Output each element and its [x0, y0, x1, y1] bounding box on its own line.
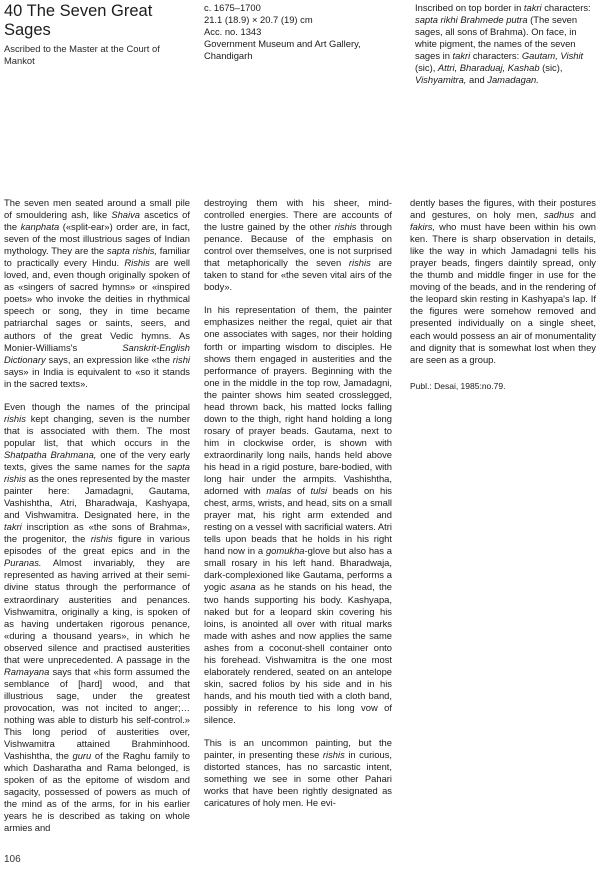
text-run: familiar to practically every Hindu.	[4, 245, 191, 269]
text-run: ascetics of the	[4, 209, 190, 233]
italic-term: asana	[230, 581, 256, 593]
text-run: characters:	[470, 50, 522, 61]
text-run: In his representation of them, the painter emphasizes neither the regal, quiet air that one associates with sages, nor their holding forth or imparting wisdom to disciples. He shows them engaged in austerities and the performance of prayers. Beginning with the one in the middle in the top row, Jamadagni, the painter shows him seated crosslegged, head thrown back, his matted locks falling down to the thigh, right hand holding a long rosary of prayer beads. Gautama, next to him in clockwise order, is shown with extraordinarily long nails, hands held above his head in a rigid posture, bare-bodied, with long hair under the armpits. Vashishtha, adorned with	[204, 304, 392, 497]
text-run: kept changing, seven is the number that is associated with them. The most popular list, that which occurs in the	[4, 412, 190, 448]
text-run: as the ones represented by the master painter here: Jamadagni, Gautama, Vashishtha, Atri, Bharadwaja, Kashyapa, and Vishwamitra. Designated here, in the	[4, 473, 190, 521]
text-run: Almost invariably, they are represented as having arrived at their semi-divine status through the performance of extraordinary austerities and penances. Vishwamitra, originally a king, is spoken of as having undertaken rigorous penance, «during a thousand years», in which he observed silence and practised austerities that were unprecedented. A passage in the	[4, 557, 190, 665]
entry-title: 40 The Seven Great Sages	[4, 2, 153, 39]
italic-term: Shaiva	[111, 209, 140, 221]
italic-term: Gautam, Vishit	[521, 50, 584, 61]
italic-term: guru	[72, 750, 92, 762]
text-run: one of the very early texts, gives the same names for the	[4, 448, 190, 472]
italic-term: Puranas.	[4, 557, 42, 569]
text-run: The seven men seated around a small pile of smouldering ash, like	[4, 197, 190, 221]
text-run: dently bases the figures, with their postures and gestures, on holy men,	[410, 197, 596, 221]
text-run: inscription as «the sons of Brahma», the progenitor, the	[4, 521, 190, 545]
text-run: are well loved, and, even though originally spoken of as «singers of sacred hymns» or «inspired poets» who invoke the deities in rhythmical speech or song, they in time became patriarchal sages or saints, seers, and authors of the great Vedic hymns. As Monier-Williams's	[4, 257, 190, 353]
italic-term: takri	[4, 521, 22, 533]
body-paragraph	[204, 737, 392, 809]
publication-reference: Publ.: Desai, 1985:no.79.	[410, 380, 506, 391]
text-run: (The seven sages, all sons of Brahma). On face, in white pigment, the names of the seven sages in	[415, 14, 578, 61]
italic-term: rishis	[322, 749, 345, 761]
text-run: This is an uncommon painting, but the painter, in presenting these	[204, 737, 392, 761]
text-run: says that «his form assumed the semblance of [hard] wood, and that illustrious sage, under the greatest provocation, was not incited to anger;… nothing was able to disturb his self-control.» This long period of austerities over, Vishwamitra attained Brahminhood. Vashishtha, the	[4, 665, 190, 762]
italic-term: kanphata	[20, 221, 60, 233]
italic-term: rishis	[334, 221, 357, 233]
body-column-3	[410, 197, 596, 403]
text-run: in curious, distorted stances, has no sarcastic intent, something we see in some other Pahari works that have been rightly designated as caricatures of holy men. He evi-	[204, 749, 392, 809]
italic-term: takri	[523, 2, 542, 13]
body-column-2	[204, 197, 392, 820]
text-run: destroying them with his sheer, mind-controlled energies. There are accounts of the lustre gained by the other	[204, 197, 392, 233]
italic-term: tulsi	[310, 485, 328, 497]
text-run: and	[466, 74, 488, 85]
text-run: through penance. Because of the emphasis on control over themselves, one is not surprised that metaphorically the seven	[204, 221, 392, 269]
italic-term: gomukha	[265, 545, 305, 557]
text-run: (sic),	[415, 62, 438, 73]
text-run: characters:	[541, 2, 591, 13]
italic-term: rishis	[4, 412, 26, 424]
meta-museum: Government Museum and Art Gallery,	[204, 38, 361, 49]
italic-term: fakirs,	[410, 221, 436, 233]
text-run: beads on his chest, arms, wrists, and head, sits on a small prayer mat, his right arm extended and resting on a vessel with sacrificial waters. Atri tells upon beads that he holds in his right hand now in a	[204, 485, 392, 557]
italic-term: Attri, Bharaduaj, Kashab	[437, 62, 540, 73]
page-number: 106	[4, 854, 21, 865]
italic-term: sapta rishis,	[106, 245, 158, 257]
italic-term: rishis	[90, 533, 113, 545]
text-run: Even though the names of the principal	[4, 400, 190, 412]
text-run: -glove but also has a small rosary in his left hand. Bharadwaja, dark-complexioned like Gautama, performs a yogic	[204, 545, 393, 593]
italic-term: sapta rishis	[4, 460, 190, 485]
italic-term: Rishis	[124, 257, 150, 269]
text-run: who must have been within his own ken. There is sharp observation in details, like the way in which Jamadagni tells his prayer beads, fingers daintily spread, only the thumb and middle finger in use for the moving of the beads, and in the rendering of the leopard skin resting in Kashyapa's lap. If the figures were somehow removed and presented individually on a single sheet, each would possess an air of monumentality and dignity that is somewhat lost when they are seen as a group.	[410, 221, 596, 365]
text-run: are taken to stand for «the seven vital airs of the body».	[204, 257, 392, 293]
italic-term: sadhus	[543, 209, 575, 221]
text-run: as he stands on his head, the two hands supporting his body. Kashyapa, naked but for a leopard skin covering his loins, is anointed all over with ritual marks made with ashes and now applies the same ashes from a coconut-shell container onto his forehead. Vishwamitra is the one most elaborately rendered, seated on an antelope skin, sacred folios by his side and in his hands, and his mouth tied with a cloth band, possibly in reference to his long vow of silence.	[204, 581, 392, 725]
meta-dimensions: 21.1 (18.9) × 20.7 (19) cm	[204, 14, 313, 25]
entry-attribution: Ascribed to the Master at the Court of Mankot	[4, 43, 160, 66]
italic-term: Shatpatha Brahmana,	[4, 448, 97, 460]
text-run: (sic),	[539, 62, 563, 73]
body-paragraph	[4, 401, 190, 835]
text-run: («split-ear») order are, in fact, seven of the most illustrious sages of Indian mythology. They are the	[4, 221, 191, 257]
text-run: says, an expression like «the	[45, 353, 173, 365]
italic-term: Sanskrit-English Dictionary	[4, 341, 190, 365]
text-run: says» in India is equivalent to «so it stands in the sacred texts».	[4, 365, 190, 389]
italic-term: sapta rikhi Brahmede putra	[415, 14, 528, 25]
catalogue-metadata	[204, 2, 389, 62]
body-paragraph	[410, 197, 596, 366]
italic-term: Vishyamitra,	[415, 74, 467, 85]
meta-accession: Acc. no. 1343	[204, 26, 262, 37]
text-run: of the Raghu family to which Dasharatha and Rama belonged, is spoken of as the epitome of wisdom and sagacity, possessed of powers as much of the mind as of the arms, for in his earlier years he is described as taking on whole armies and	[4, 750, 190, 834]
italic-term: takri	[452, 50, 471, 61]
italic-term: malas	[266, 485, 292, 497]
italic-term: Jamadagan.	[487, 74, 539, 85]
meta-date: c. 1675–1700	[204, 2, 261, 13]
italic-term: rishi	[172, 353, 190, 365]
italic-term: Ramayana	[4, 665, 50, 677]
body-paragraph	[204, 197, 392, 293]
meta-city: Chandigarh	[204, 50, 253, 61]
italic-term: rishis	[348, 257, 371, 269]
inscription-note	[415, 2, 595, 86]
body-column-1	[4, 197, 190, 845]
body-paragraph	[204, 304, 392, 726]
text-run: of	[291, 485, 311, 497]
text-run: Inscribed on top border in	[415, 2, 524, 13]
body-paragraph	[4, 197, 190, 390]
text-run: figure in various episodes of the great epics and in the	[4, 533, 190, 557]
text-run: and	[574, 209, 596, 221]
